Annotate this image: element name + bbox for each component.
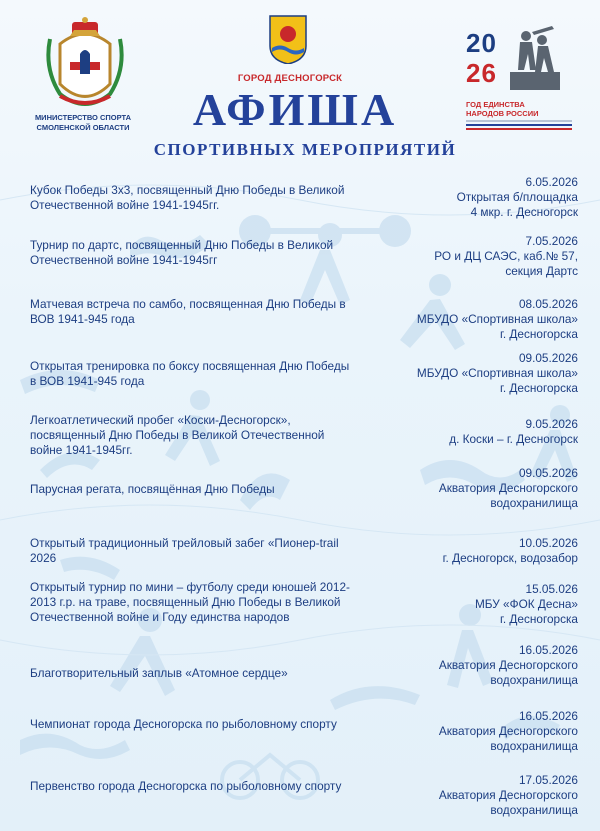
event-info [378,234,578,279]
event-venue: Акватория Десногорского водохранилища [438,481,578,510]
event-title: Первенство города Десногорска по рыболовному спорту [30,779,342,793]
event-date: 09.05.2026 [518,351,578,365]
event-date: 15.05.026 [525,582,578,596]
event-info [378,536,578,566]
event-info [378,773,578,818]
event-title: Турнир по дартс, посвященный Дню Победы в Великой Отечественной войне 1941-1945гг [30,238,334,267]
event-venue: МБУДО «Спортивная школа» г. Десногорска [416,312,578,341]
event-date: 16.05.2026 [518,709,578,723]
event-info [378,351,578,396]
ministry-name: МИНИСТЕРСТВО СПОРТА СМОЛЕНСКОЙ ОБЛАСТИ [34,113,132,132]
event-info [378,417,578,447]
event-date: 17.05.2026 [518,773,578,787]
event-info [378,709,578,754]
event-title: Легкоатлетический пробег «Коски-Десногорск», посвященный Дню Победы в Великой Отечественной войне 1941-1945гг. [30,413,325,457]
event-venue: д. Коски – г. Десногорск [449,432,578,446]
event-venue: МБУ «ФОК Десна» г. Десногорска [474,597,578,626]
city-name: ГОРОД ДЕСНОГОРСК [237,73,343,84]
event-title: Благотворительный заплыв «Атомное сердце» [30,666,288,680]
year-bottom-digits: 26 [466,58,497,88]
event-venue: Акватория Десногорского водохранилища [438,724,578,753]
event-title: Чемпионат города Десногорска по рыболовному спорту [30,717,337,731]
event-date: 9.05.2026 [525,417,578,431]
event-title: Кубок Победы 3х3, посвященный Дню Победы в Великой Отечественной войне 1941-1945гг. [30,183,345,212]
event-info [378,643,578,688]
event-venue: МБУДО «Спортивная школа» г. Десногорска [416,366,578,395]
event-venue: Акватория Десногорского водохранилища [438,658,578,687]
event-date: 09.05.2026 [518,466,578,480]
event-info [378,175,578,220]
event-info [378,582,578,627]
event-date: 10.05.2026 [518,536,578,550]
event-date: 7.05.2026 [525,234,578,248]
event-date: 6.05.2026 [525,175,578,189]
page-title: АФИША [192,84,398,135]
event-info [378,297,578,342]
event-title: Открытый турнир по мини – футболу среди юношей 2012-2013 г.р. на траве, посвященный Дню Победы в Великой Отечественной войне и Году единства народов [30,580,350,624]
event-venue: Акватория Десногорского водохранилища [438,788,578,817]
event-info [378,466,578,511]
event-date: 08.05.2026 [518,297,578,311]
event-title: Открытый традиционный трейловый забег «Пионер-trail 2026 [30,536,339,565]
event-venue: г. Десногорск, водозабор [442,551,578,565]
event-venue: РО и ДЦ САЭС, каб.№ 57, секция Дартс [434,249,578,278]
page-subtitle: СПОРТИВНЫХ МЕРОПРИЯТИЙ [153,140,457,159]
event-title: Открытая тренировка по боксу посвященная Дню Победы в ВОВ 1941-945 года [30,359,350,388]
year-caption: ГОД ЕДИНСТВА НАРОДОВ РОССИИ [466,100,539,118]
event-date: 16.05.2026 [518,643,578,657]
event-title: Парусная регата, посвящённая Дню Победы [30,482,275,496]
year-top-digits: 20 [466,28,497,58]
event-title: Матчевая встреча по самбо, посвященная Дню Победы в ВОВ 1941-945 года [30,297,346,326]
event-venue: Открытая б/площадка 4 мкр. г. Десногорск [456,190,578,219]
